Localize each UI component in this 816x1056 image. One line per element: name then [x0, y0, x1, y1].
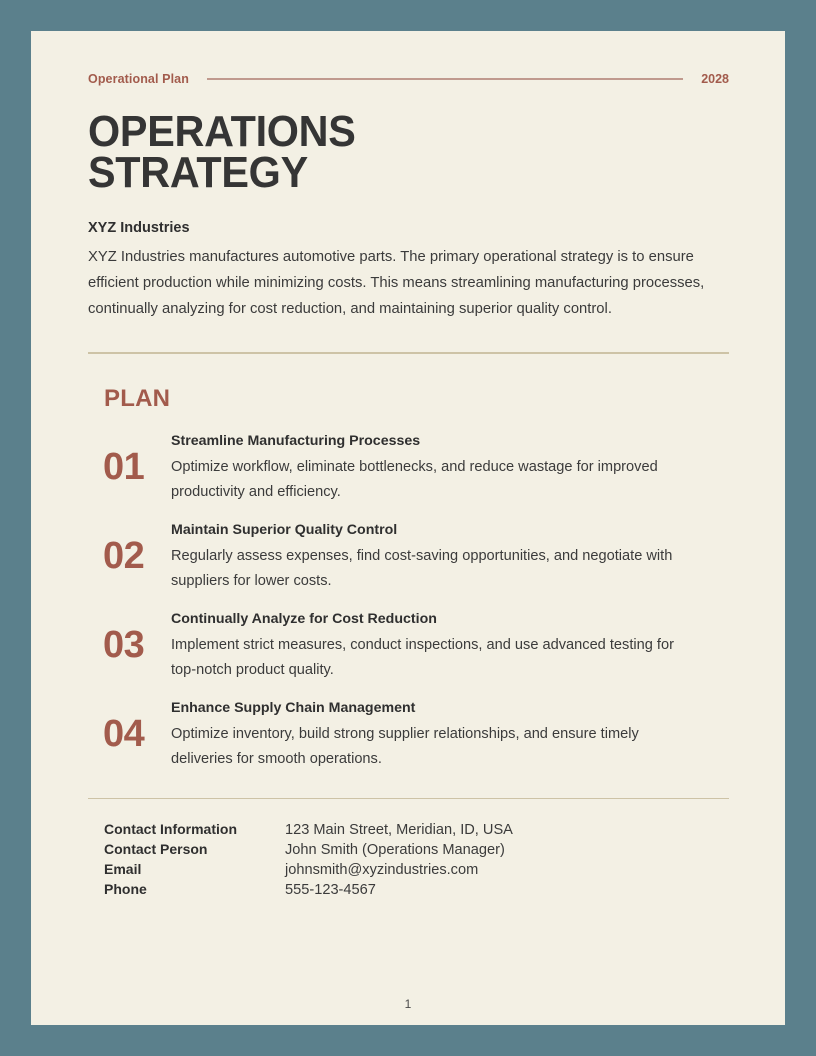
header-divider-rule	[207, 78, 683, 80]
plan-item-number: 01	[103, 445, 145, 488]
contact-label: Contact Information	[104, 821, 237, 837]
plan-heading: PLAN	[104, 384, 171, 412]
plan-item-body	[171, 517, 729, 594]
plan-list	[88, 413, 729, 772]
contact-value: johnsmith@xyzindustries.com	[285, 862, 479, 878]
plan-item	[88, 695, 729, 772]
contact-row	[104, 821, 729, 838]
page-title-line-1: OPERATIONS	[88, 107, 356, 156]
contact-label: Contact Person	[104, 841, 208, 857]
plan-item-description: Implement strict measures, conduct inspections, and use advanced testing for top-notch product quality.	[171, 636, 674, 678]
document-kicker: Operational Plan	[88, 72, 189, 86]
contact-row	[104, 861, 729, 878]
company-name: XYZ Industries	[88, 220, 190, 236]
page-number: 1	[404, 997, 412, 1011]
plan-item-number: 02	[103, 534, 145, 577]
plan-item-title: Streamline Manufacturing Processes	[171, 432, 421, 449]
page-content	[88, 31, 729, 1025]
plan-item-number: 03	[103, 623, 145, 666]
plan-item	[88, 517, 729, 594]
document-page	[31, 31, 785, 1025]
contact-label: Phone	[104, 881, 147, 897]
plan-item-title: Continually Analyze for Cost Reduction	[171, 610, 437, 627]
plan-item-number: 04	[103, 712, 145, 755]
contact-label: Email	[104, 861, 142, 877]
contact-value: John Smith (Operations Manager)	[285, 842, 505, 858]
contact-value: 555-123-4567	[285, 882, 376, 898]
contact-value: 123 Main Street, Meridian, ID, USA	[285, 822, 513, 838]
plan-item-body	[171, 695, 729, 772]
page-title	[88, 86, 729, 197]
plan-item-body	[171, 428, 729, 505]
plan-item-description: Optimize inventory, build strong supplier relationships, and ensure timely deliveries for smooth operations.	[171, 725, 639, 767]
intro-paragraph: XYZ Industries manufactures automotive parts. The primary operational strategy is to ensure efficient production while minimizing costs. This means streamlining manufacturing processes, continually analyzing for cost reduction, and maintaining superior quality control.	[88, 249, 705, 317]
plan-item-description: Optimize workflow, eliminate bottlenecks, and reduce wastage for improved productivity and efficiency.	[171, 458, 658, 500]
plan-item-body	[171, 606, 729, 683]
plan-item-title: Enhance Supply Chain Management	[171, 699, 416, 716]
plan-item	[88, 606, 729, 683]
contact-row	[104, 881, 729, 898]
document-year: 2028	[701, 72, 729, 86]
page-title-line-2: STRATEGY	[88, 148, 308, 197]
document-header	[88, 31, 729, 86]
plan-item-title: Maintain Superior Quality Control	[171, 521, 398, 538]
contact-row	[104, 841, 729, 858]
contact-block	[88, 799, 729, 898]
plan-item	[88, 428, 729, 505]
plan-item-description: Regularly assess expenses, find cost-saving opportunities, and negotiate with suppliers for lower costs.	[171, 547, 673, 589]
